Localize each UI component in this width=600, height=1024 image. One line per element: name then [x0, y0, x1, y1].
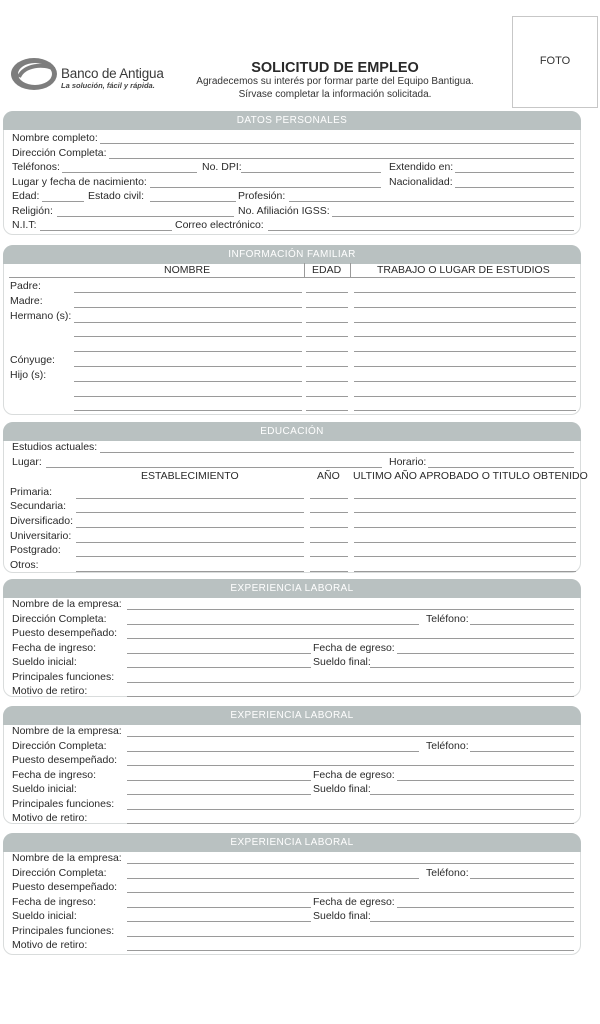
anio-line[interactable]: [310, 512, 348, 513]
conyuge-label: Cónyuge:: [10, 354, 55, 366]
funciones-label: Principales funciones:: [12, 671, 115, 683]
motivo-label: Motivo de retiro:: [12, 939, 88, 951]
field-row-funciones: [12, 670, 574, 684]
work-line[interactable]: [354, 366, 576, 367]
edad-label: Edad:: [12, 190, 40, 202]
age-line[interactable]: [306, 307, 348, 308]
nacionalidad-field[interactable]: [455, 187, 574, 188]
age-line[interactable]: [306, 410, 348, 411]
ultimo-line[interactable]: [354, 498, 576, 499]
name-line[interactable]: [74, 381, 302, 382]
name-line[interactable]: [74, 322, 302, 323]
puesto-field[interactable]: [127, 892, 574, 893]
religion-label: Religión:: [12, 205, 53, 217]
sueldo-inicial-field[interactable]: [127, 921, 311, 922]
telefonos-label: Teléfonos:: [12, 161, 60, 173]
universitario-label: Universitario:: [10, 530, 72, 542]
edad-field[interactable]: [42, 201, 84, 202]
field-row-motivo: [12, 684, 574, 698]
section-experiencia-3: [3, 833, 581, 955]
field-row-estudios: [12, 440, 574, 454]
direccion-label: Dirección Completa:: [12, 867, 107, 879]
anio-line[interactable]: [310, 527, 348, 528]
field-row-motivo: [12, 811, 574, 825]
field-row-empresa: [12, 724, 574, 738]
col-divider: [304, 263, 305, 278]
correo-label: Correo electrónico:: [175, 219, 264, 231]
work-line[interactable]: [354, 292, 576, 293]
anio-line[interactable]: [310, 571, 348, 572]
field-row-funciones: [12, 797, 574, 811]
sueldo-inicial-field[interactable]: [127, 667, 311, 668]
puesto-label: Puesto desempeñado:: [12, 627, 118, 639]
establecimiento-line[interactable]: [76, 556, 304, 557]
extendido-field[interactable]: [455, 172, 574, 173]
ultimo-line[interactable]: [354, 527, 576, 528]
header-rule: [9, 277, 575, 278]
dpi-field[interactable]: [241, 172, 381, 173]
telefono-label: Teléfono:: [426, 867, 469, 879]
puesto-field[interactable]: [127, 765, 574, 766]
nit-field[interactable]: [40, 230, 172, 231]
form-subtitle-1: Agradecemos su interés por formar parte del Equipo Bantigua.: [196, 76, 474, 87]
telefono-field[interactable]: [470, 751, 574, 752]
field-row-fechas: [12, 895, 574, 909]
ingreso-label: Fecha de ingreso:: [12, 769, 97, 781]
telefono-label: Teléfono:: [426, 740, 469, 752]
col-header-ultimo: ULTIMO AÑO APROBADO O TITULO OBTENIDO: [353, 470, 588, 482]
direccion-field[interactable]: [127, 751, 419, 752]
estado-civil-label: Estado civil:: [88, 190, 145, 202]
empresa-field[interactable]: [127, 609, 574, 610]
religion-field[interactable]: [57, 216, 234, 217]
horario-label: Horario:: [389, 456, 427, 468]
section-title-informacion-familiar: INFORMACIÓN FAMILIAR: [3, 245, 581, 264]
work-line[interactable]: [354, 381, 576, 382]
establecimiento-line[interactable]: [76, 571, 304, 572]
form-subtitle-2: Sírvase completar la información solicitada.: [238, 89, 432, 100]
age-line[interactable]: [306, 351, 348, 352]
field-row-lugar: [12, 455, 574, 469]
anio-line[interactable]: [310, 498, 348, 499]
photo-box[interactable]: [512, 16, 598, 108]
telefonos-field[interactable]: [62, 172, 197, 173]
age-line[interactable]: [306, 366, 348, 367]
field-row-puesto: [12, 626, 574, 640]
puesto-label: Puesto desempeñado:: [12, 754, 118, 766]
horario-field[interactable]: [428, 467, 574, 468]
bank-logo-icon: [10, 57, 58, 91]
direccion-label: Dirección Completa:: [12, 613, 107, 625]
age-line[interactable]: [306, 292, 348, 293]
name-line[interactable]: [74, 410, 302, 411]
section-title-datos-personales: DATOS PERSONALES: [3, 111, 581, 130]
work-line[interactable]: [354, 351, 576, 352]
col-header-nombre: NOMBRE: [164, 264, 211, 276]
ingreso-label: Fecha de ingreso:: [12, 896, 97, 908]
funciones-field[interactable]: [127, 936, 574, 937]
hijos-label: Hijo (s):: [10, 369, 47, 381]
sueldo-inicial-field[interactable]: [127, 794, 311, 795]
nacionalidad-label: Nacionalidad:: [389, 176, 453, 188]
field-row-nombre: [12, 131, 574, 145]
work-line[interactable]: [354, 336, 576, 337]
direccion-field[interactable]: [127, 624, 419, 625]
col-header-trabajo: TRABAJO O LUGAR DE ESTUDIOS: [377, 264, 550, 276]
col-header-edad: EDAD: [312, 264, 342, 276]
field-row-direccion: [12, 739, 574, 753]
empresa-field[interactable]: [127, 736, 574, 737]
lugar-fecha-label: Lugar y fecha de nacimiento:: [12, 176, 147, 188]
sueldo-final-label: Sueldo final:: [313, 656, 371, 668]
sueldo-inicial-label: Sueldo inicial:: [12, 656, 77, 668]
section-experiencia-1: [3, 579, 581, 697]
work-line[interactable]: [354, 322, 576, 323]
section-educacion: [3, 422, 588, 573]
ultimo-line[interactable]: [354, 571, 576, 572]
work-line[interactable]: [354, 410, 576, 411]
field-row-sueldos: [12, 782, 574, 796]
field-row-empresa: [12, 597, 574, 611]
name-line[interactable]: [74, 366, 302, 367]
field-row-empresa: [12, 851, 574, 865]
age-line[interactable]: [306, 396, 348, 397]
padre-label: Padre:: [10, 280, 41, 292]
ultimo-line[interactable]: [354, 512, 576, 513]
sueldo-inicial-label: Sueldo inicial:: [12, 910, 77, 922]
field-row-fechas: [12, 768, 574, 782]
telefono-field[interactable]: [470, 878, 574, 879]
brand-tagline: La solución, fácil y rápida.: [61, 81, 155, 90]
name-line[interactable]: [74, 336, 302, 337]
field-row-sueldos: [12, 909, 574, 923]
dpi-label: No. DPI:: [202, 161, 242, 173]
motivo-field[interactable]: [127, 950, 574, 951]
field-row-fechas: [12, 641, 574, 655]
egreso-label: Fecha de egreso:: [313, 896, 395, 908]
sueldo-final-label: Sueldo final:: [313, 910, 371, 922]
nit-label: N.I.T:: [12, 219, 37, 231]
motivo-field[interactable]: [127, 823, 574, 824]
igss-field[interactable]: [332, 216, 574, 217]
motivo-field[interactable]: [127, 696, 574, 697]
funciones-field[interactable]: [127, 809, 574, 810]
lugar-label: Lugar:: [12, 456, 42, 468]
lugar-field[interactable]: [46, 467, 382, 468]
telefono-label: Teléfono:: [426, 613, 469, 625]
ingreso-label: Fecha de ingreso:: [12, 642, 97, 654]
primaria-label: Primaria:: [10, 486, 53, 498]
field-row-nit: [12, 218, 574, 232]
profesion-field[interactable]: [289, 201, 574, 202]
nombre-field[interactable]: [100, 143, 574, 144]
col-divider: [350, 263, 351, 278]
estudios-actuales-label: Estudios actuales:: [12, 441, 98, 453]
direccion-field[interactable]: [127, 878, 419, 879]
direccion-label: Dirección Completa:: [12, 147, 107, 159]
profesion-label: Profesión:: [238, 190, 286, 202]
estudios-actuales-field[interactable]: [100, 452, 574, 453]
field-row-edad: [12, 189, 574, 203]
postgrado-label: Postgrado:: [10, 544, 61, 556]
otros-label: Otros:: [10, 559, 39, 571]
direccion-field[interactable]: [109, 158, 574, 159]
field-row-direccion: [12, 866, 574, 880]
field-row-sueldos: [12, 655, 574, 669]
name-line[interactable]: [74, 396, 302, 397]
diversificado-label: Diversificado:: [10, 515, 74, 527]
empresa-field[interactable]: [127, 863, 574, 864]
funciones-field[interactable]: [127, 682, 574, 683]
section-title-experiencia-3: EXPERIENCIA LABORAL: [3, 833, 581, 852]
sueldo-final-label: Sueldo final:: [313, 783, 371, 795]
age-line[interactable]: [306, 336, 348, 337]
brand-name: Banco de Antigua: [61, 66, 164, 81]
field-row-funciones: [12, 924, 574, 938]
name-line[interactable]: [74, 307, 302, 308]
col-header-anio: AÑO: [317, 470, 340, 482]
field-row-nacimiento: [12, 175, 574, 189]
field-row-direccion: [12, 146, 574, 160]
puesto-field[interactable]: [127, 638, 574, 639]
ingreso-field[interactable]: [127, 907, 311, 908]
field-row-direccion: [12, 612, 574, 626]
correo-field[interactable]: [268, 230, 574, 231]
telefono-field[interactable]: [470, 624, 574, 625]
photo-label: FOTO: [539, 55, 571, 67]
establecimiento-line[interactable]: [76, 512, 304, 513]
egreso-field[interactable]: [397, 907, 574, 908]
ultimo-line[interactable]: [354, 556, 576, 557]
sueldo-inicial-label: Sueldo inicial:: [12, 783, 77, 795]
ingreso-field[interactable]: [127, 653, 311, 654]
egreso-label: Fecha de egreso:: [313, 642, 395, 654]
section-experiencia-2: [3, 706, 581, 824]
establecimiento-line[interactable]: [76, 527, 304, 528]
name-line[interactable]: [74, 351, 302, 352]
funciones-label: Principales funciones:: [12, 925, 115, 937]
motivo-label: Motivo de retiro:: [12, 812, 88, 824]
name-line[interactable]: [74, 292, 302, 293]
section-datos-personales: [3, 111, 581, 235]
hermanos-label: Hermano (s):: [10, 310, 72, 322]
nombre-label: Nombre completo:: [12, 132, 98, 144]
field-row-religion: [12, 204, 574, 218]
lugar-fecha-field[interactable]: [150, 187, 381, 188]
motivo-label: Motivo de retiro:: [12, 685, 88, 697]
anio-line[interactable]: [310, 542, 348, 543]
field-row-telefonos: [12, 160, 574, 174]
empresa-label: Nombre de la empresa:: [12, 852, 122, 864]
age-line[interactable]: [306, 322, 348, 323]
anio-line[interactable]: [310, 556, 348, 557]
col-header-establecimiento: ESTABLECIMIENTO: [141, 470, 239, 482]
section-title-educacion: EDUCACIÓN: [3, 422, 581, 441]
field-row-motivo: [12, 938, 574, 952]
madre-label: Madre:: [10, 295, 43, 307]
direccion-label: Dirección Completa:: [12, 740, 107, 752]
section-title-experiencia-2: EXPERIENCIA LABORAL: [3, 706, 581, 725]
extendido-label: Extendido en:: [389, 161, 454, 173]
work-line[interactable]: [354, 396, 576, 397]
estado-civil-field[interactable]: [150, 201, 236, 202]
sueldo-final-field[interactable]: [370, 667, 574, 668]
funciones-label: Principales funciones:: [12, 798, 115, 810]
work-line[interactable]: [354, 307, 576, 308]
sueldo-final-field[interactable]: [370, 794, 574, 795]
empresa-label: Nombre de la empresa:: [12, 598, 122, 610]
form-title: SOLICITUD DE EMPLEO: [251, 60, 419, 76]
egreso-field[interactable]: [397, 653, 574, 654]
section-title-experiencia-1: EXPERIENCIA LABORAL: [3, 579, 581, 598]
sueldo-final-field[interactable]: [370, 921, 574, 922]
section-informacion-familiar: [3, 245, 581, 415]
establecimiento-line[interactable]: [76, 498, 304, 499]
field-row-puesto: [12, 753, 574, 767]
age-line[interactable]: [306, 381, 348, 382]
field-row-puesto: [12, 880, 574, 894]
establecimiento-line[interactable]: [76, 542, 304, 543]
egreso-label: Fecha de egreso:: [313, 769, 395, 781]
ingreso-field[interactable]: [127, 780, 311, 781]
puesto-label: Puesto desempeñado:: [12, 881, 118, 893]
igss-label: No. Afiliación IGSS:: [238, 205, 330, 217]
secundaria-label: Secundaria:: [10, 500, 67, 512]
egreso-field[interactable]: [397, 780, 574, 781]
ultimo-line[interactable]: [354, 542, 576, 543]
empresa-label: Nombre de la empresa:: [12, 725, 122, 737]
